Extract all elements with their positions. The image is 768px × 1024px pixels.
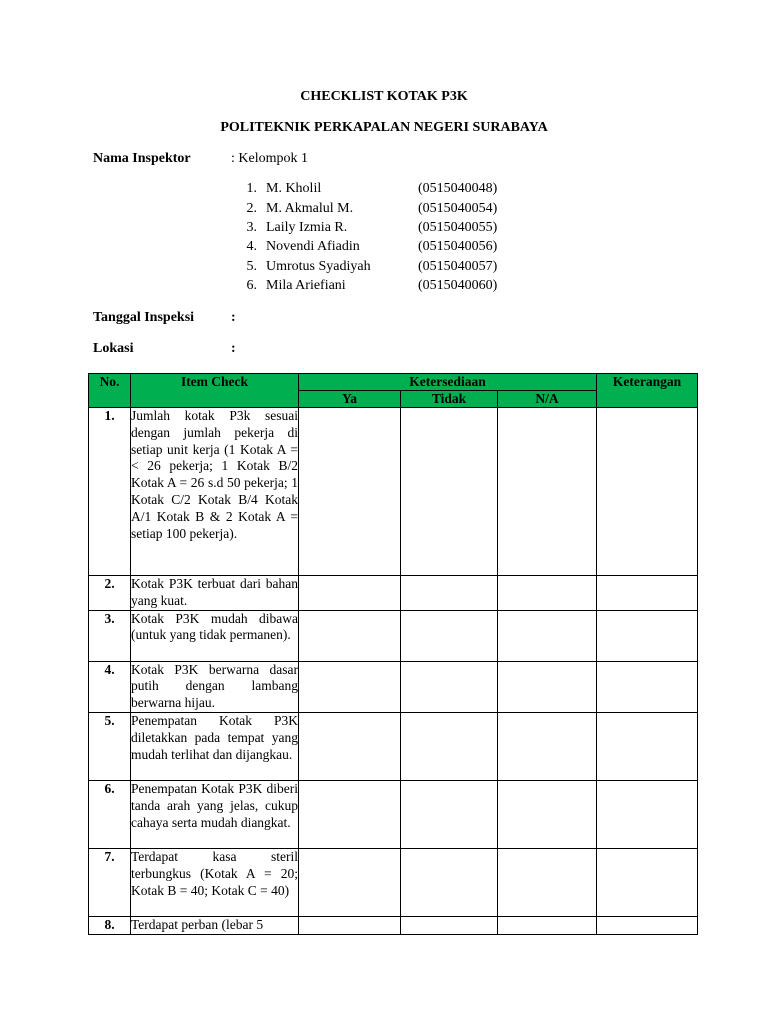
inspector-label: Nama Inspektor (93, 151, 191, 166)
row-item-check: Kotak P3K berwarna dasar putih dengan lambang berwarna hijau. (131, 661, 299, 712)
member-name: Umrotus Syadiyah (266, 259, 371, 274)
member-id: (0515040055) (418, 220, 498, 235)
na-cell[interactable] (498, 661, 597, 712)
row-item-check: Kotak P3K mudah dibawa (untuk yang tidak permanen). (131, 610, 299, 661)
no-cell[interactable] (401, 848, 498, 916)
member-number: 1. (246, 181, 257, 196)
row-number: 8. (89, 916, 131, 934)
document-title: CHECKLIST KOTAK P3K (300, 89, 468, 104)
date-label: Tanggal Inspeksi (93, 310, 195, 325)
remarks-cell[interactable] (597, 848, 698, 916)
remarks-cell[interactable] (597, 576, 698, 611)
date-value: : (231, 310, 236, 325)
row-number: 1. (89, 408, 131, 576)
institution-name: POLITEKNIK PERKAPALAN NEGERI SURABAYA (220, 120, 548, 135)
yes-cell[interactable] (299, 780, 401, 848)
member-item (243, 201, 523, 220)
member-item (243, 181, 523, 200)
member-number: 3. (246, 220, 257, 235)
table-row (89, 576, 698, 611)
member-number: 6. (246, 278, 257, 293)
row-item-check: Jumlah kotak P3k sesuai dengan jumlah pekerja di setiap unit kerja (1 Kotak A = < 26 pekerja; 1 Kotak B/2 Kotak A = 26 s.d 50 pekerja; 1 Kotak C/2 Kotak B/4 Kotak A/1 Kotak B & 2 Kotak A = setiap 100 pekerja). (131, 408, 299, 576)
member-item (243, 259, 523, 278)
member-name: Laily Izmia R. (266, 220, 348, 235)
yes-cell[interactable] (299, 661, 401, 712)
na-cell[interactable] (498, 610, 597, 661)
row-number: 4. (89, 661, 131, 712)
na-cell[interactable] (498, 576, 597, 611)
yes-cell[interactable] (299, 576, 401, 611)
yes-cell[interactable] (299, 848, 401, 916)
member-item (243, 239, 523, 258)
member-name: Novendi Afiadin (266, 239, 360, 254)
header-no: No. (89, 374, 131, 408)
member-name: M. Akmalul M. (266, 201, 354, 216)
remarks-cell[interactable] (597, 916, 698, 934)
inspector-value: : Kelompok 1 (231, 151, 308, 166)
member-id: (0515040057) (418, 259, 498, 274)
table-row (89, 916, 698, 934)
checklist-table (88, 373, 698, 935)
yes-cell[interactable] (299, 712, 401, 780)
table-row (89, 661, 698, 712)
no-cell[interactable] (401, 610, 498, 661)
na-cell[interactable] (498, 712, 597, 780)
table-row (89, 610, 698, 661)
na-cell[interactable] (498, 848, 597, 916)
table-row (89, 408, 698, 576)
remarks-cell[interactable] (597, 780, 698, 848)
member-name: Mila Ariefiani (266, 278, 346, 293)
header-na: N/A (498, 391, 597, 408)
remarks-cell[interactable] (597, 408, 698, 576)
member-item (243, 220, 523, 239)
remarks-cell[interactable] (597, 610, 698, 661)
member-id: (0515040056) (418, 239, 498, 254)
no-cell[interactable] (401, 661, 498, 712)
row-item-check: Penempatan Kotak P3K diberi tanda arah yang jelas, cukup cahaya serta mudah diangkat. (131, 780, 299, 848)
row-number: 5. (89, 712, 131, 780)
member-id: (0515040060) (418, 278, 498, 293)
no-cell[interactable] (401, 916, 498, 934)
table-row (89, 848, 698, 916)
yes-cell[interactable] (299, 610, 401, 661)
row-number: 2. (89, 576, 131, 611)
header-remarks: Keterangan (597, 374, 698, 408)
member-id: (0515040048) (418, 181, 498, 196)
na-cell[interactable] (498, 916, 597, 934)
row-number: 7. (89, 848, 131, 916)
na-cell[interactable] (498, 780, 597, 848)
row-item-check: Terdapat kasa steril terbungkus (Kotak A = 20; Kotak B = 40; Kotak C = 40) (131, 848, 299, 916)
yes-cell[interactable] (299, 916, 401, 934)
member-number: 5. (246, 259, 257, 274)
remarks-cell[interactable] (597, 661, 698, 712)
location-label: Lokasi (93, 341, 134, 356)
row-number: 6. (89, 780, 131, 848)
row-item-check: Penempatan Kotak P3K diletakkan pada tempat yang mudah terlihat dan dijangkau. (131, 712, 299, 780)
header-availability: Ketersediaan (299, 374, 597, 391)
header-item-check: Item Check (131, 374, 299, 408)
no-cell[interactable] (401, 780, 498, 848)
yes-cell[interactable] (299, 408, 401, 576)
na-cell[interactable] (498, 408, 597, 576)
no-cell[interactable] (401, 576, 498, 611)
no-cell[interactable] (401, 408, 498, 576)
remarks-cell[interactable] (597, 712, 698, 780)
row-item-check: Kotak P3K terbuat dari bahan yang kuat. (131, 576, 299, 611)
no-cell[interactable] (401, 712, 498, 780)
member-name: M. Kholil (266, 181, 322, 196)
member-item (243, 278, 523, 297)
member-id: (0515040054) (418, 201, 498, 216)
member-number: 4. (246, 239, 257, 254)
header-no-availability: Tidak (401, 391, 498, 408)
row-item-check: Terdapat perban (lebar 5 (131, 916, 299, 934)
location-value: : (231, 341, 236, 356)
table-row (89, 780, 698, 848)
header-yes: Ya (299, 391, 401, 408)
member-number: 2. (246, 201, 257, 216)
table-row (89, 712, 698, 780)
row-number: 3. (89, 610, 131, 661)
